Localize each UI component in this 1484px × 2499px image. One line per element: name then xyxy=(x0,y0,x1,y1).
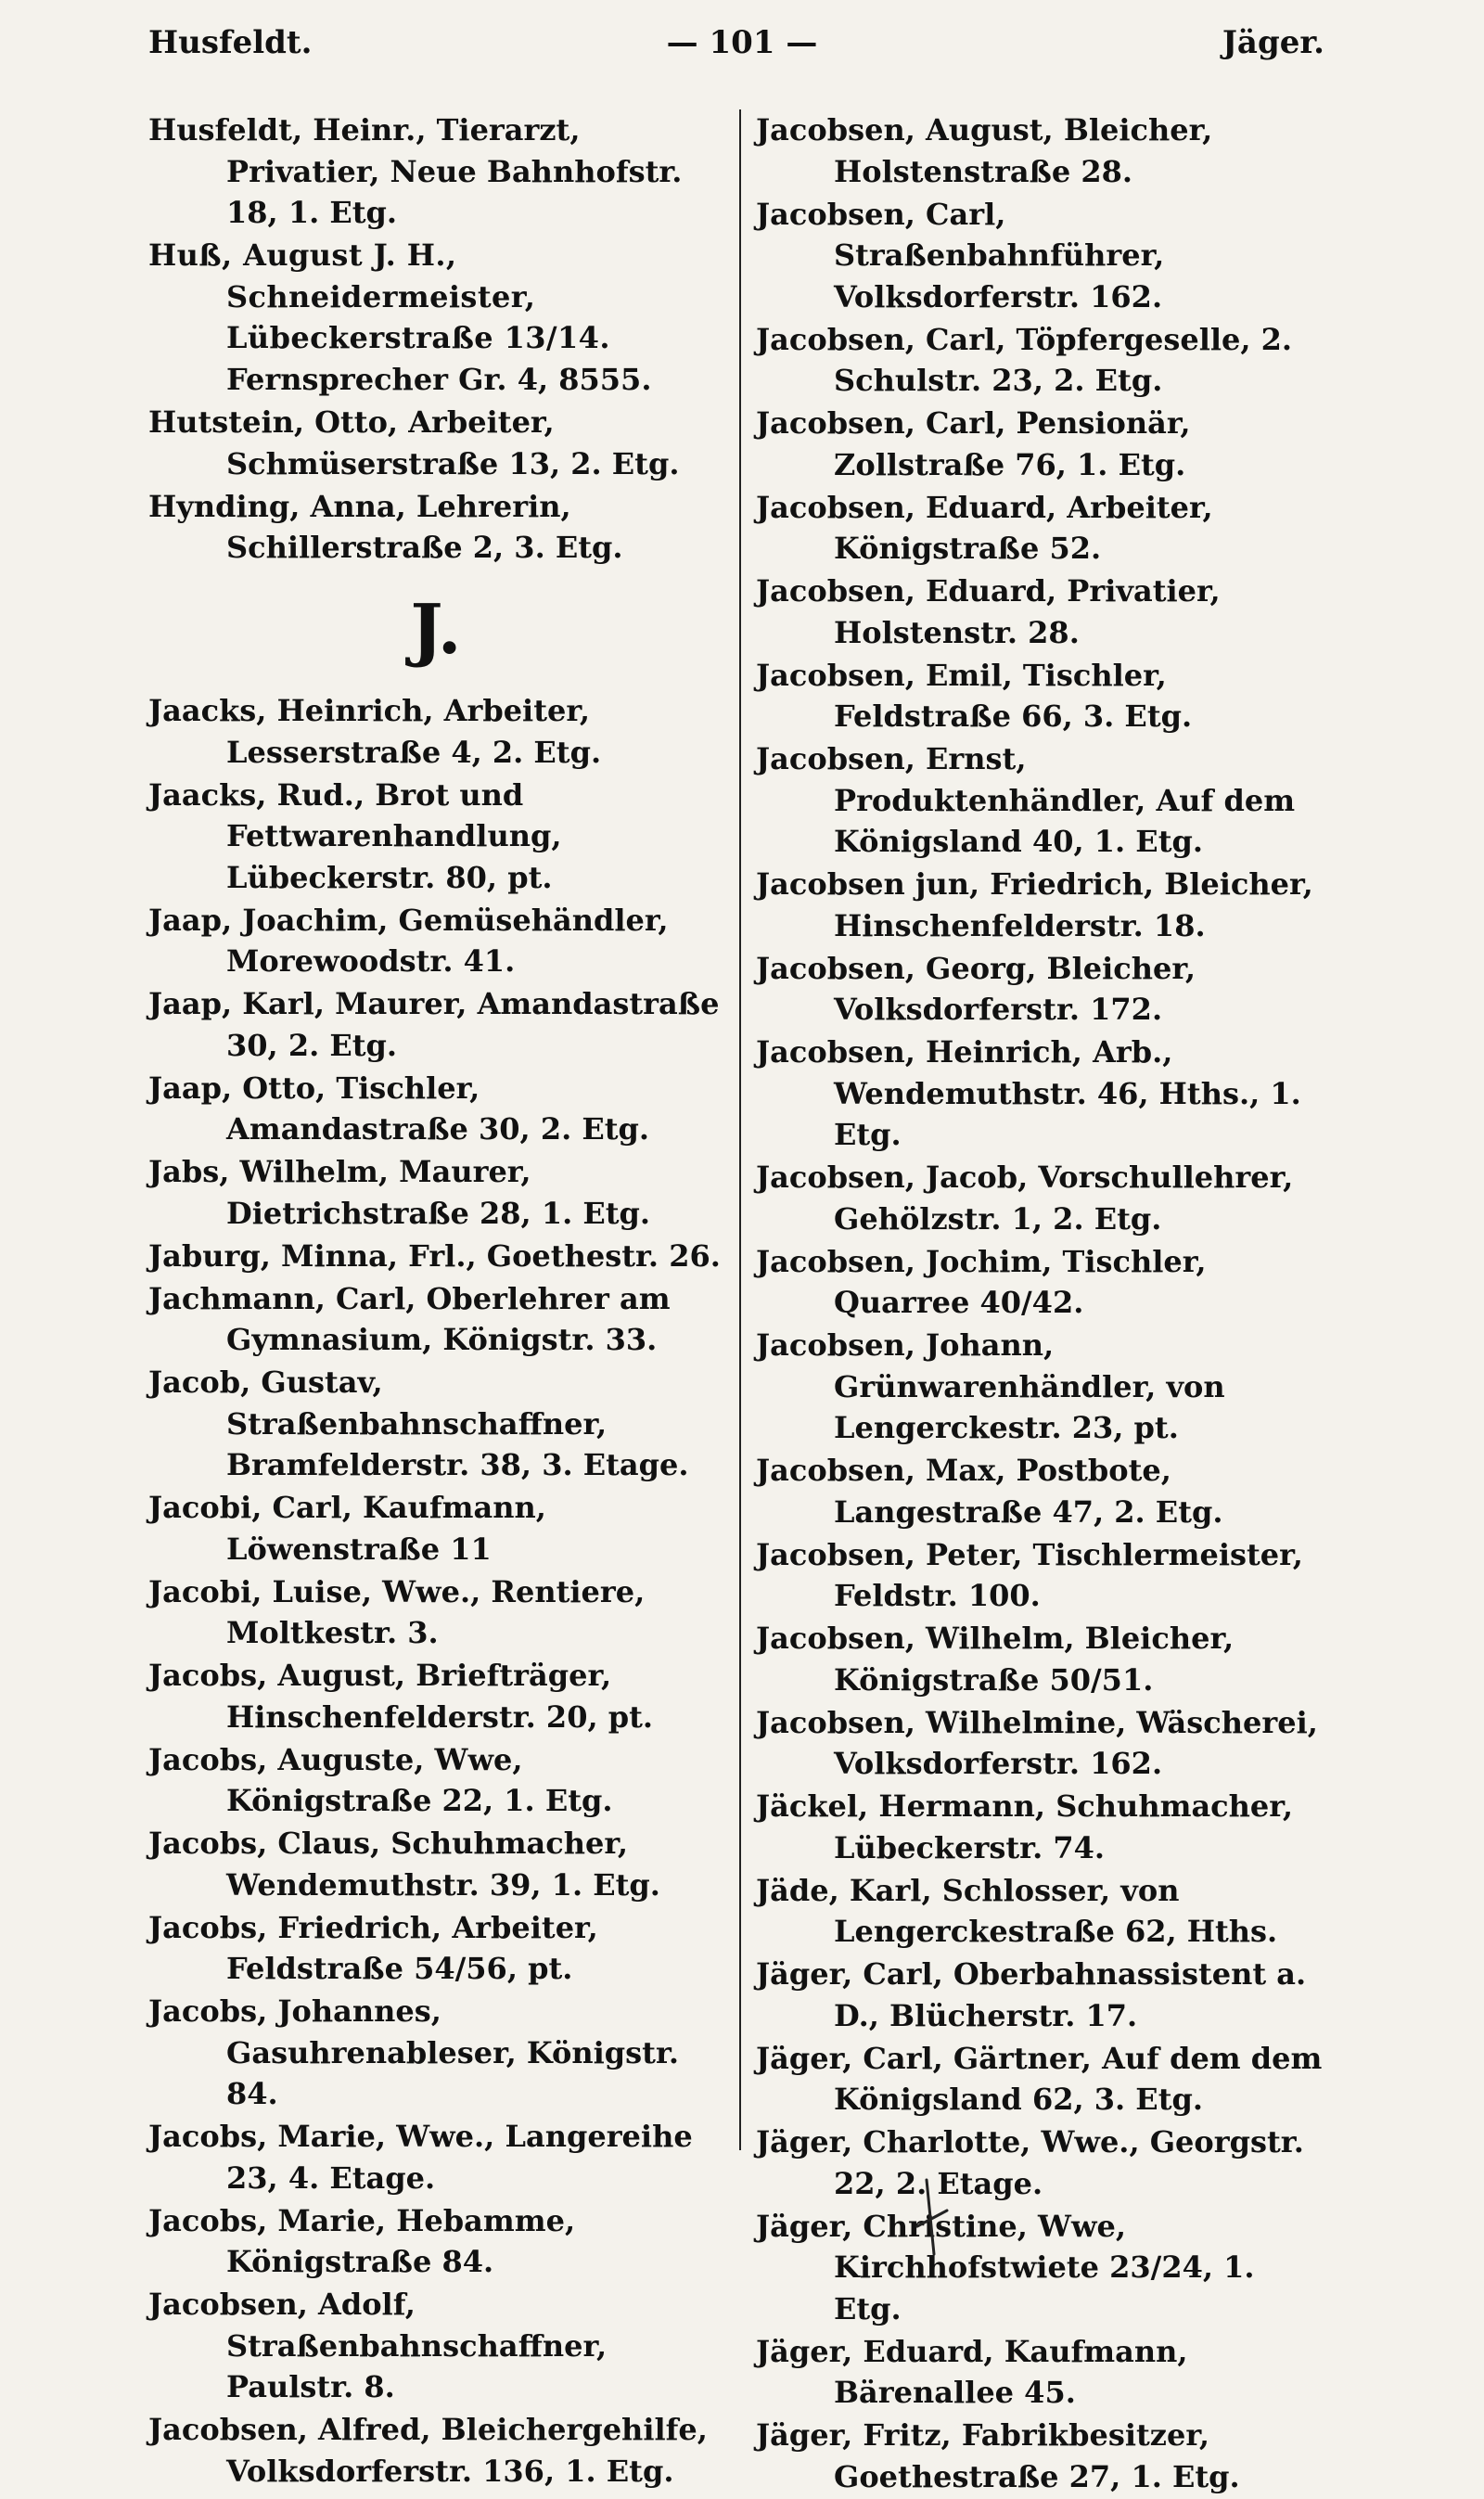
page-number: — 101 — xyxy=(666,24,818,61)
directory-entry: Jacobsen, Carl, Töpfergeselle, 2. Schulstr. 23, 2. Etg. xyxy=(756,321,1293,398)
directory-entry: Jäger, Eduard, Kaufmann, Bärenallee 45. xyxy=(756,2333,1188,2410)
directory-entry: Jäde, Karl, Schlosser, von Lengerckestraße 62, Hths. xyxy=(756,1872,1278,1949)
directory-entry: Jäckel, Hermann, Schuhmacher, Lübeckerstr. 74. xyxy=(756,1788,1293,1865)
directory-entry: Jaburg, Minna, Frl., Goethestr. 26. xyxy=(148,1237,721,1274)
directory-entry: Jacobsen, Adolf, Straßenbahnschaffner, Paulstr. 8. xyxy=(148,2287,608,2404)
pencil-mark-icon xyxy=(914,2175,951,2259)
directory-entry: Husfeldt, Heinr., Tierarzt, Privatier, Neue Bahnhofstr. 18, 1. Etg. xyxy=(148,112,683,230)
directory-entry: Jacobsen, Wilhelmine, Wäscherei, Volksdorferstr. 162. xyxy=(756,1704,1318,1781)
directory-entry: Jaacks, Heinrich, Arbeiter, Lesserstraße 4, 2. Etg. xyxy=(148,693,602,770)
directory-entry: Hutstein, Otto, Arbeiter, Schmüserstraße 13, 2. Etg. xyxy=(148,404,680,481)
right-column xyxy=(756,109,1331,2499)
directory-entry: Jäger, Charlotte, Wwe., Georgstr. 22, 2. Etage. xyxy=(756,2124,1304,2201)
directory-entry: Jacob, Gustav, Straßenbahnschaffner, Bramfelderstr. 38, 3. Etage. xyxy=(148,1365,689,1482)
page-header xyxy=(148,17,1336,82)
directory-entry: Jäger, Fritz, Fabrikbesitzer, Goethestraße 27, 1. Etg. xyxy=(756,2417,1240,2494)
directory-entry: Jacobsen, Peter, Tischlermeister, Feldstr. 100. xyxy=(756,1536,1303,1613)
column-divider xyxy=(739,109,741,2150)
directory-entry: Jaap, Joachim, Gemüsehändler, Morewoodstr. 41. xyxy=(148,902,669,979)
directory-entry: Jacobs, August, Briefträger, Hinschenfelderstr. 20, pt. xyxy=(148,1658,654,1735)
directory-entry: Jacobs, Claus, Schuhmacher, Wendemuthstr. 39, 1. Etg. xyxy=(148,1826,660,1903)
directory-entry: Jacobsen, August, Bleicher, Holstenstraße 28. xyxy=(756,112,1213,189)
directory-entry: Huß, August J. H., Schneidermeister, Lübeckerstraße 13/14. xyxy=(148,237,610,355)
directory-entry: Jachmann, Carl, Oberlehrer am Gymnasium, Königstr. 33. xyxy=(148,1280,671,1357)
directory-entry: Jacobsen, Jochim, Tischler, Quarree 40/42. xyxy=(756,1243,1207,1320)
directory-entry: Jacobsen, Wilhelm, Bleicher, Königstraße 50/51. xyxy=(756,1621,1235,1698)
directory-entry: Jaap, Karl, Maurer, Amandastraße 30, 2. Etg. xyxy=(148,986,720,1063)
directory-entry: Jacobi, Carl, Kaufmann, Löwenstraße 11 xyxy=(148,1490,546,1567)
directory-entry: Jacobi, Luise, Wwe., Rentiere, Moltkestr. 3. xyxy=(148,1573,646,1650)
directory-entry: Jäger, Christine, Wwe, Kirchhofstwiete 23/24, 1. Etg. xyxy=(756,2208,1255,2326)
directory-entry: Jacobsen, Heinrich, Arb., Wendemuthstr. 46, Hths., 1. Etg. xyxy=(756,1034,1301,1152)
directory-entry: Jacobs, Marie, Hebamme, Königstraße 84. xyxy=(148,2202,576,2279)
directory-entry: Jacobsen jun, Friedrich, Bleicher, Hinschenfelderstr. 18. xyxy=(756,866,1313,943)
directory-entry: Jacobsen, Georg, Bleicher, Volksdorferstr. 172. xyxy=(756,950,1196,1027)
left-column xyxy=(148,109,723,2493)
directory-entry: Jaap, Otto, Tischler, Amandastraße 30, 2. Etg. xyxy=(148,1070,650,1147)
directory-entry: Jacobsen, Ernst, Produktenhändler, Auf dem Königsland 40, 1. Etg. xyxy=(756,741,1296,859)
header-left-keyword: Husfeldt. xyxy=(148,24,313,61)
directory-entry: Jacobsen, Eduard, Arbeiter, Königstraße 52. xyxy=(756,489,1213,566)
directory-entry: Jacobsen, Carl, Straßenbahnführer, Volksdorferstr. 162. xyxy=(756,196,1165,314)
section-letter: J. xyxy=(410,589,462,670)
directory-entry: Jacobsen, Eduard, Privatier, Holstenstr. 28. xyxy=(756,573,1221,650)
directory-entry: Jacobsen, Emil, Tischler, Feldstraße 66, 3. Etg. xyxy=(756,657,1193,734)
directory-entry: Fernsprecher Gr. 4, 8555. xyxy=(226,362,652,397)
directory-entry: Jacobsen, Carl, Pensionär, Zollstraße 76, 1. Etg. xyxy=(756,405,1191,482)
directory-entry: Jaacks, Rud., Brot und Fettwarenhandlung, Lübeckerstr. 80, pt. xyxy=(148,776,562,895)
directory-entry: Jacobs, Johannes, Gasuhrenableser, Königstr. 84. xyxy=(148,1993,680,2111)
header-right-keyword: Jäger. xyxy=(1222,24,1324,61)
directory-entry: Jabs, Wilhelm, Maurer, Dietrichstraße 28, 1. Etg. xyxy=(148,1154,651,1231)
directory-entry: Jacobsen, Max, Postbote, Langestraße 47, 2. Etg. xyxy=(756,1453,1223,1530)
directory-entry: Jäger, Carl, Oberbahnassistent a. D., Blücherstr. 17. xyxy=(756,1956,1307,2033)
directory-entry: Jacobsen, Johann, Grünwarenhändler, von Lengerckestr. 23, pt. xyxy=(756,1327,1225,1445)
directory-entry: Jacobsen, Jacob, Vorschullehrer, Gehölzstr. 1, 2. Etg. xyxy=(756,1160,1294,1237)
directory-entry: Jacobs, Marie, Wwe., Langereihe 23, 4. Etage. xyxy=(148,2119,693,2196)
directory-entry: Hynding, Anna, Lehrerin, Schillerstraße 2, 3. Etg. xyxy=(148,488,623,565)
directory-entry: Jacobs, Friedrich, Arbeiter, Feldstraße 54/56, pt. xyxy=(148,1909,598,1986)
directory-entry: Jacobs, Auguste, Wwe, Königstraße 22, 1. Etg. xyxy=(148,1741,613,1818)
directory-entry: Jäger, Carl, Gärtner, Auf dem dem Königsland 62, 3. Etg. xyxy=(756,2040,1323,2117)
directory-entry: Jacobsen, Alfred, Bleichergehilfe, Volksdorferstr. 136, 1. Etg. xyxy=(148,2412,708,2489)
